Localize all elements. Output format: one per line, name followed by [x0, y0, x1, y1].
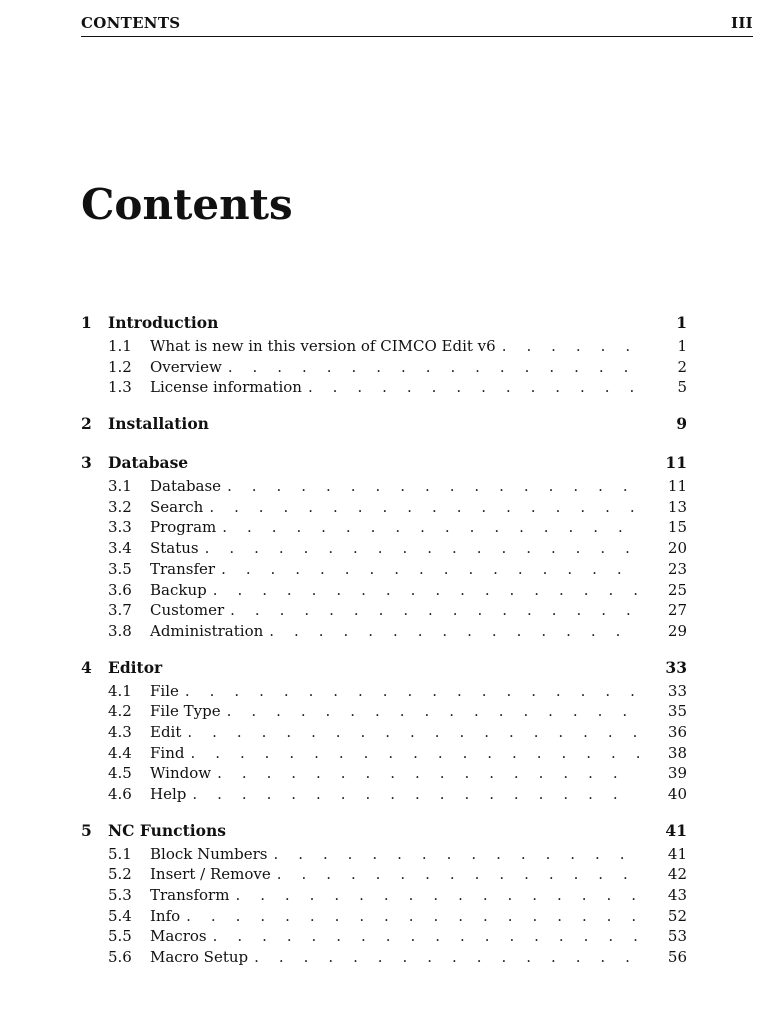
dot-leader	[213, 927, 639, 945]
section-number: 5.4	[108, 906, 132, 925]
running-header	[81, 14, 753, 37]
dot-leader	[213, 581, 639, 599]
section-page-number: 33	[667, 681, 687, 700]
section-page-number: 38	[667, 743, 687, 762]
toc-chapter	[81, 414, 687, 438]
dot-leader	[192, 785, 639, 803]
toc-section-entry[interactable]	[81, 337, 687, 358]
section-number: 5.2	[108, 865, 132, 884]
toc-section-entry[interactable]	[81, 702, 687, 723]
section-page-number: 41	[667, 844, 687, 863]
toc-section-entry[interactable]	[81, 518, 687, 539]
chapter-page-number: 41	[665, 820, 687, 840]
toc-section-entry[interactable]	[81, 927, 687, 948]
chapter-number: 3	[81, 453, 92, 473]
toc-chapter-entry[interactable]	[81, 658, 687, 682]
section-title: What is new in this version of CIMCO Edit v6	[150, 337, 496, 355]
toc-chapter	[81, 313, 687, 399]
table-of-contents	[81, 313, 687, 984]
dot-leader	[227, 702, 639, 720]
chapter-page-number: 33	[665, 657, 687, 677]
section-page-number: 5	[677, 378, 687, 397]
section-number: 1.3	[108, 378, 132, 397]
section-title: Search	[150, 497, 204, 516]
section-number: 3.3	[108, 518, 132, 537]
section-title: Macro Setup	[150, 948, 249, 967]
section-title: Status	[150, 539, 199, 558]
section-page-number: 2	[677, 357, 687, 376]
section-title: Window	[150, 764, 212, 783]
section-number: 4.3	[108, 722, 132, 741]
toc-section-entry[interactable]	[81, 622, 687, 643]
section-page-number: 27	[667, 601, 687, 620]
chapter-number: 5	[81, 820, 92, 840]
chapter-title: Installation	[108, 414, 209, 434]
section-number: 4.4	[108, 743, 132, 762]
section-number: 1.1	[108, 337, 132, 355]
section-title: Customer	[150, 601, 225, 620]
section-number: 4.2	[108, 702, 132, 721]
section-number: 3.4	[108, 539, 132, 558]
chapter-number: 1	[81, 313, 92, 332]
section-page-number: 43	[667, 886, 687, 905]
section-page-number: 13	[667, 497, 687, 516]
section-title: Administration	[150, 621, 264, 640]
header-page-number: III	[731, 14, 753, 32]
toc-section-entry[interactable]	[81, 764, 687, 785]
section-page-number: 25	[667, 580, 687, 599]
section-title: Macros	[150, 927, 207, 946]
toc-section-entry[interactable]	[81, 601, 687, 622]
section-number: 1.2	[108, 357, 132, 376]
section-number: 3.6	[108, 580, 132, 599]
toc-section-entry[interactable]	[81, 865, 687, 886]
dot-leader	[254, 948, 639, 966]
chapter-page-number: 9	[676, 414, 687, 434]
dot-leader	[269, 622, 639, 640]
chapter-title: Database	[108, 453, 189, 473]
section-page-number: 39	[667, 764, 687, 783]
chapter-page-number: 1	[676, 313, 687, 332]
dot-leader	[222, 518, 639, 536]
toc-chapter	[81, 658, 687, 806]
section-page-number: 11	[667, 477, 687, 496]
dot-leader	[277, 865, 639, 883]
dot-leader	[217, 764, 639, 782]
section-number: 3.8	[108, 621, 132, 640]
page-title: Contents	[81, 180, 293, 229]
section-title: Database	[150, 477, 222, 496]
toc-chapter	[81, 453, 687, 643]
section-title: File	[150, 681, 179, 700]
section-number: 3.2	[108, 497, 132, 516]
section-page-number: 53	[667, 927, 687, 946]
dot-leader	[273, 845, 639, 863]
dot-leader	[308, 378, 639, 396]
dot-leader	[190, 744, 639, 762]
toc-section-entry[interactable]	[81, 560, 687, 581]
chapter-number: 2	[81, 414, 92, 434]
dot-leader	[228, 358, 639, 376]
dot-leader	[185, 682, 639, 700]
section-title: Edit	[150, 722, 182, 741]
dot-leader	[227, 477, 639, 495]
section-title: Program	[150, 518, 217, 537]
section-number: 3.5	[108, 559, 132, 578]
toc-section-entry[interactable]	[81, 498, 687, 519]
dot-leader	[187, 723, 639, 741]
toc-section-entry[interactable]	[81, 539, 687, 560]
header-section-title: CONTENTS	[81, 14, 181, 32]
toc-section-entry[interactable]	[81, 723, 687, 744]
section-page-number: 40	[667, 785, 687, 803]
section-page-number: 29	[667, 621, 687, 640]
section-title: Info	[150, 906, 181, 925]
toc-section-entry[interactable]	[81, 785, 687, 806]
section-number: 4.1	[108, 681, 132, 700]
section-number: 5.1	[108, 844, 132, 863]
section-title: Overview	[150, 357, 222, 376]
toc-chapter-entry[interactable]	[81, 313, 687, 337]
dot-leader	[221, 560, 639, 578]
dot-leader	[502, 337, 639, 355]
section-page-number: 15	[667, 518, 687, 537]
toc-chapter-entry[interactable]	[81, 453, 687, 477]
section-title: Block Numbers	[150, 844, 268, 863]
section-page-number: 23	[667, 559, 687, 578]
section-number: 3.7	[108, 601, 132, 620]
section-page-number: 1	[677, 337, 687, 355]
toc-section-entry[interactable]	[81, 907, 687, 928]
section-number: 3.1	[108, 477, 132, 496]
toc-section-entry[interactable]	[81, 682, 687, 703]
section-title: Find	[150, 743, 185, 762]
section-title: Insert / Remove	[150, 865, 271, 884]
toc-section-entry[interactable]	[81, 948, 687, 969]
section-number: 5.3	[108, 886, 132, 905]
toc-chapter-entry[interactable]	[81, 821, 687, 845]
toc-chapter	[81, 821, 687, 969]
section-title: License information	[150, 378, 302, 397]
dot-leader	[186, 907, 639, 925]
toc-chapter-entry[interactable]	[81, 414, 687, 438]
section-title: Transfer	[150, 559, 216, 578]
dot-leader	[230, 601, 639, 619]
toc-section-entry[interactable]	[81, 358, 687, 379]
dot-leader	[205, 539, 639, 557]
section-title: Transform	[150, 886, 230, 905]
toc-section-entry[interactable]	[81, 581, 687, 602]
toc-section-entry[interactable]	[81, 886, 687, 907]
section-page-number: 42	[667, 865, 687, 884]
dot-leader	[209, 498, 639, 516]
section-number: 5.6	[108, 948, 132, 967]
chapter-title: NC Functions	[108, 820, 226, 840]
section-page-number: 52	[667, 906, 687, 925]
section-number: 4.6	[108, 785, 132, 803]
dot-leader	[235, 886, 639, 904]
section-title: File Type	[150, 702, 221, 721]
section-page-number: 35	[667, 702, 687, 721]
section-page-number: 20	[667, 539, 687, 558]
toc-section-entry[interactable]	[81, 477, 687, 498]
toc-section-entry[interactable]	[81, 845, 687, 866]
chapter-title: Editor	[108, 657, 163, 677]
section-number: 4.5	[108, 764, 132, 783]
chapter-title: Introduction	[108, 313, 219, 332]
section-page-number: 36	[667, 722, 687, 741]
chapter-page-number: 11	[665, 453, 687, 473]
toc-section-entry[interactable]	[81, 378, 687, 399]
section-title: Help	[150, 785, 187, 803]
section-title: Backup	[150, 580, 207, 599]
section-page-number: 56	[667, 948, 687, 967]
chapter-number: 4	[81, 657, 92, 677]
toc-section-entry[interactable]	[81, 744, 687, 765]
section-number: 5.5	[108, 927, 132, 946]
